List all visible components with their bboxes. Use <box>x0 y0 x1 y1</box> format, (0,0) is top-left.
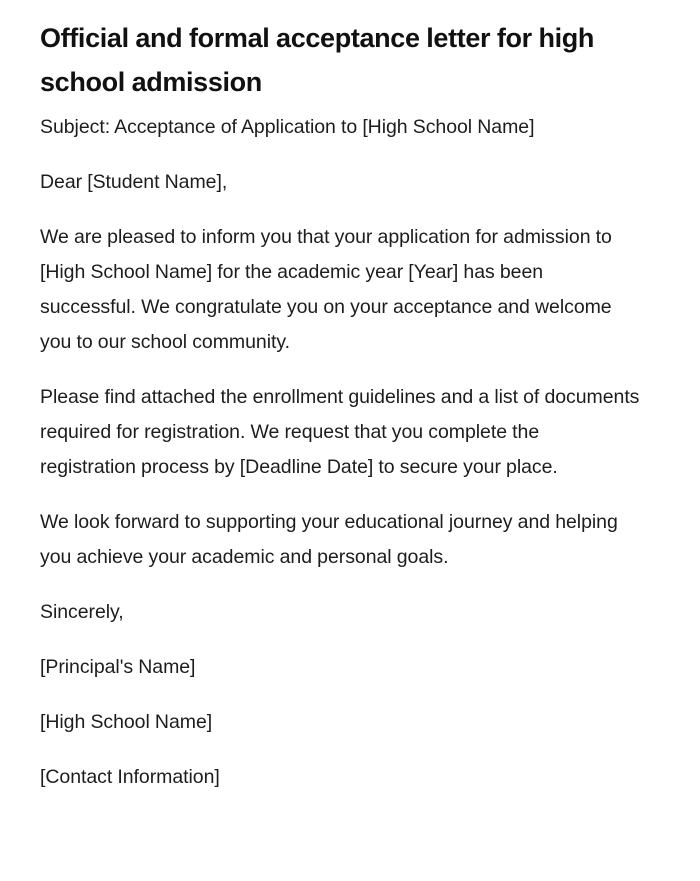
subject-line: Subject: Acceptance of Application to [High School Name] <box>40 116 535 138</box>
paragraph-enrollment: Please find attached the enrollment guidelines and a list of documents required for registration. We request that you complete the registration process by [Deadline Date] to secure your place. <box>40 386 640 478</box>
signature-school-name: [High School Name] <box>40 711 213 733</box>
paragraph-closing: We look forward to supporting your educational journey and helping you achieve your academic and personal goals. <box>40 511 618 568</box>
sign-off: Sincerely, <box>40 601 124 623</box>
salutation: Dear [Student Name], <box>40 171 228 193</box>
signature-principal-name: [Principal's Name] <box>40 656 196 678</box>
paragraph-congratulations: We are pleased to inform you that your application for admission to [High School Name] for the academic year [Year] has been successful. We congratulate you on your acceptance and welcome you to our school community. <box>40 226 612 353</box>
letter-body <box>40 110 640 795</box>
page-title: Official and formal acceptance letter for high school admission <box>40 23 595 97</box>
signature-contact-information: [Contact Information] <box>40 766 220 788</box>
